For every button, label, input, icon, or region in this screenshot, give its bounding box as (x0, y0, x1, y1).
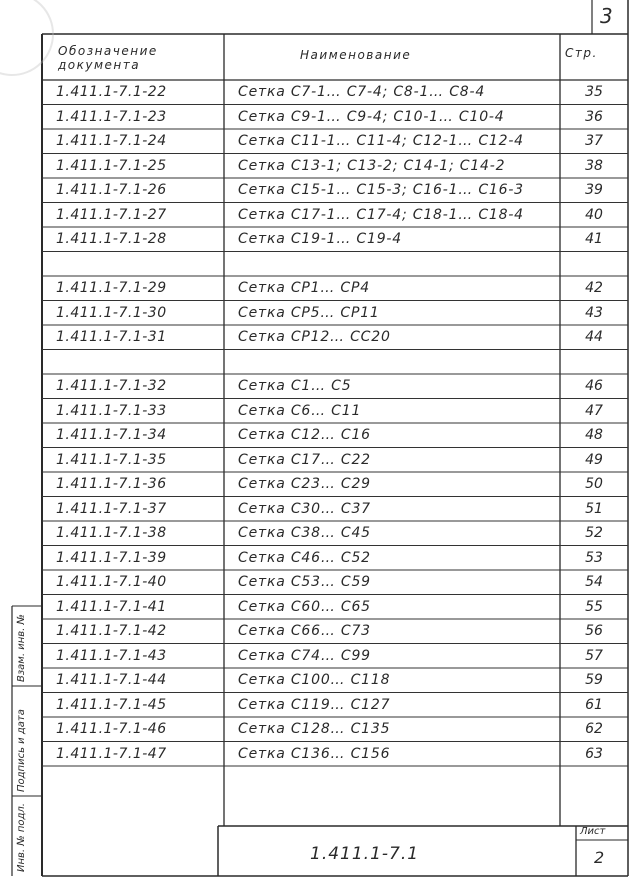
name-cell: Сетка С7-1… С7-4; С8-1… С8-4 (238, 84, 486, 100)
designation-cell: 1.411.1-7.1-33 (56, 402, 167, 419)
page-cell: 51 (585, 500, 603, 517)
name-cell: Сетка С100… С118 (238, 672, 391, 688)
name-cell: Сетка С15-1… С15-3; С16-1… С16-3 (238, 182, 524, 198)
page-cell: 59 (585, 672, 603, 688)
name-cell: Сетка С46… С52 (238, 549, 371, 566)
header-designation: Обозначение документа (58, 44, 158, 72)
page-cell: 40 (585, 206, 603, 223)
designation-cell: 1.411.1-7.1-45 (56, 696, 167, 713)
page-cell: 57 (585, 647, 603, 664)
designation-cell: 1.411.1-7.1-34 (56, 427, 167, 443)
designation-cell: 1.411.1-7.1-36 (56, 476, 167, 492)
page-cell: 46 (585, 378, 603, 394)
name-cell: Сетка С53… С59 (238, 574, 371, 590)
designation-cell: 1.411.1-7.1-37 (56, 500, 167, 517)
page-cell: 41 (585, 231, 603, 247)
page-cell: 44 (585, 329, 603, 345)
designation-cell: 1.411.1-7.1-29 (56, 280, 167, 296)
side-label-inv-podl: Инв. № подл. (16, 803, 27, 872)
designation-cell: 1.411.1-7.1-42 (56, 623, 167, 639)
sheet-number: 3 (600, 4, 613, 28)
page-cell: 42 (585, 280, 603, 296)
page-cell: 48 (585, 427, 603, 443)
designation-cell: 1.411.1-7.1-40 (56, 574, 167, 590)
name-cell: Сетка С13-1; С13-2; С14-1; С14-2 (238, 157, 506, 174)
name-cell: Сетка С17… С22 (238, 451, 371, 468)
designation-cell: 1.411.1-7.1-23 (56, 108, 167, 125)
name-cell: Сетка С17-1… С17-4; С18-1… С18-4 (238, 206, 524, 223)
name-cell: Сетка С23… С29 (238, 476, 371, 492)
name-cell: Сетка С60… С65 (238, 598, 371, 615)
page-cell: 53 (585, 549, 603, 566)
designation-cell: 1.411.1-7.1-25 (56, 157, 167, 174)
name-cell: Сетка С66… С73 (238, 623, 371, 639)
name-cell: Сетка С74… С99 (238, 647, 371, 664)
designation-cell: 1.411.1-7.1-24 (56, 133, 167, 149)
designation-cell: 1.411.1-7.1-39 (56, 549, 167, 566)
page-cell: 62 (585, 721, 603, 737)
name-cell: Сетка С119… С127 (238, 696, 391, 713)
name-cell: Сетка С1… С5 (238, 378, 352, 394)
page-cell: 49 (585, 451, 603, 468)
side-label-vzam-inv: Взам. инв. № (16, 614, 27, 682)
designation-cell: 1.411.1-7.1-41 (56, 598, 167, 615)
designation-cell: 1.411.1-7.1-26 (56, 182, 167, 198)
designation-cell: 1.411.1-7.1-44 (56, 672, 167, 688)
designation-cell: 1.411.1-7.1-32 (56, 378, 167, 394)
title-block-sheet: 2 (594, 848, 605, 867)
designation-cell: 1.411.1-7.1-38 (56, 525, 167, 541)
designation-cell: 1.411.1-7.1-30 (56, 304, 167, 321)
designation-cell: 1.411.1-7.1-31 (56, 329, 167, 345)
page-cell: 56 (585, 623, 603, 639)
designation-cell: 1.411.1-7.1-46 (56, 721, 167, 737)
designation-cell: 1.411.1-7.1-47 (56, 745, 167, 762)
designation-cell: 1.411.1-7.1-22 (56, 84, 167, 100)
title-block-sheet-label: Лист (580, 826, 606, 837)
name-cell: Сетка СР12… СС20 (238, 329, 391, 345)
page-cell: 35 (585, 84, 603, 100)
name-cell: Сетка С12… С16 (238, 427, 371, 443)
page-cell: 37 (585, 133, 603, 149)
name-cell: Сетка С6… С11 (238, 402, 362, 419)
name-cell: Сетка С11-1… С11-4; С12-1… С12-4 (238, 133, 524, 149)
name-cell: Сетка СР5… СР11 (238, 304, 380, 321)
designation-cell: 1.411.1-7.1-43 (56, 647, 167, 664)
page-cell: 43 (585, 304, 603, 321)
designation-cell: 1.411.1-7.1-27 (56, 206, 167, 223)
page-cell: 55 (585, 598, 603, 615)
name-cell: Сетка С30… С37 (238, 500, 371, 517)
name-cell: Сетка С136… С156 (238, 745, 391, 762)
name-cell: Сетка С9-1… С9-4; С10-1… С10-4 (238, 108, 505, 125)
designation-cell: 1.411.1-7.1-28 (56, 231, 167, 247)
side-label-podp-data: Подпись и дата (16, 709, 27, 792)
title-block-code: 1.411.1-7.1 (310, 844, 420, 864)
name-cell: Сетка С19-1… С19-4 (238, 231, 402, 247)
page-cell: 39 (585, 182, 603, 198)
page-cell: 63 (585, 745, 603, 762)
page-cell: 52 (585, 525, 603, 541)
header-page: Стр. (565, 46, 598, 60)
page-cell: 38 (585, 157, 603, 174)
page-cell: 50 (585, 476, 603, 492)
header-name: Наименование (300, 48, 412, 62)
page-cell: 47 (585, 402, 603, 419)
designation-cell: 1.411.1-7.1-35 (56, 451, 167, 468)
name-cell: Сетка СР1… СР4 (238, 280, 370, 296)
page-cell: 54 (585, 574, 603, 590)
name-cell: Сетка С38… С45 (238, 525, 371, 541)
page-cell: 61 (585, 696, 603, 713)
page-cell: 36 (585, 108, 603, 125)
name-cell: Сетка С128… С135 (238, 721, 391, 737)
